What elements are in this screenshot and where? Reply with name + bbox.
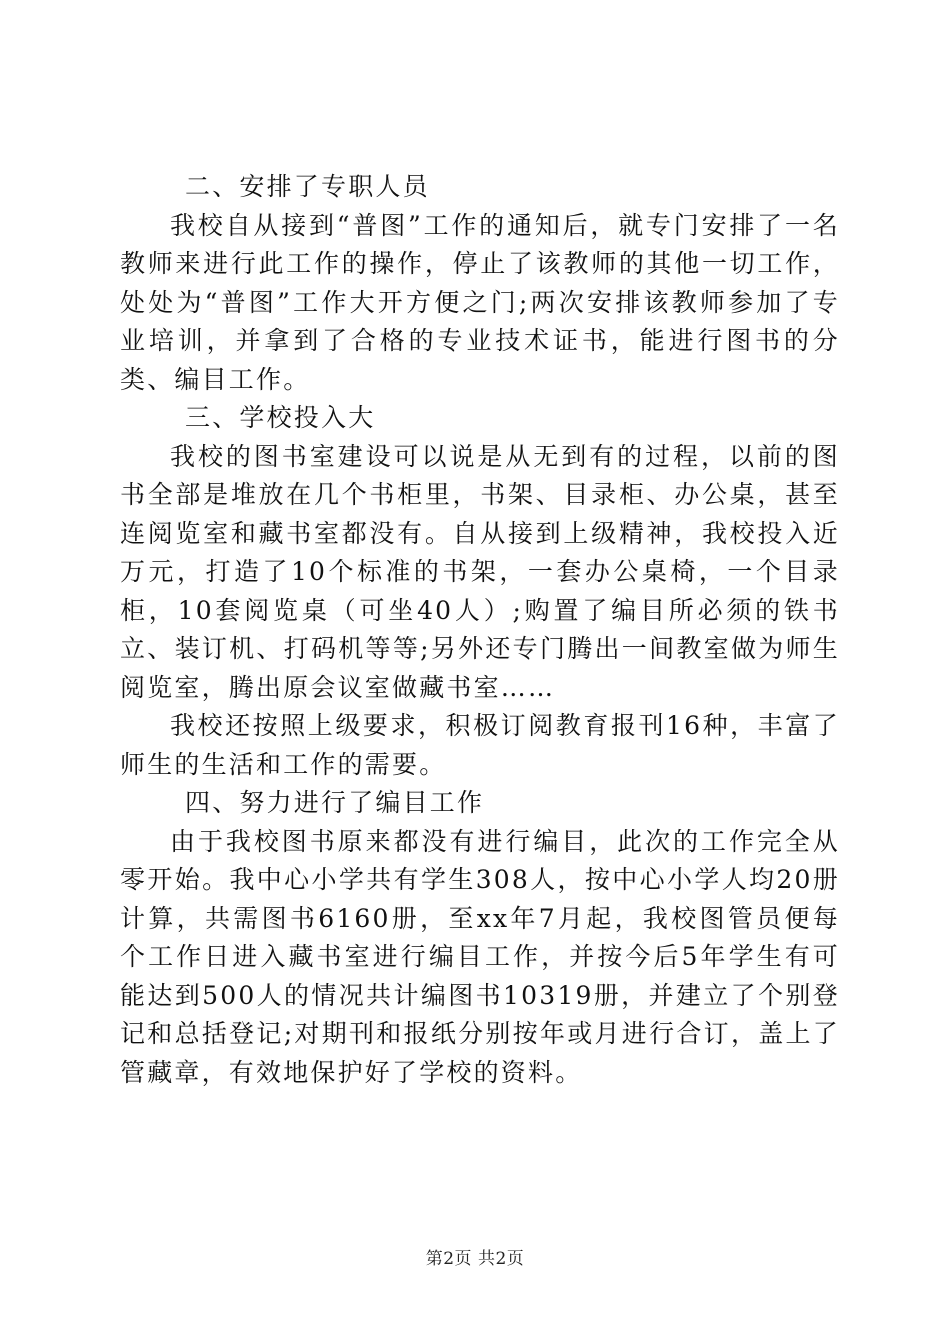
- section-heading: 四、努力进行了编目工作: [185, 788, 485, 817]
- section-heading: 三、学校投入大: [185, 403, 376, 432]
- body-paragraph: 我校还按照上级要求，积极订阅教育报刊16种，丰富了师生的生活和工作的需要。: [120, 711, 840, 779]
- body-paragraph: 我校的图书室建设可以说是从无到有的过程，以前的图书全部是堆放在几个书柜里，书架、目录柜、办公桌，甚至连阅览室和藏书室都没有。自从接到上级精神，我校投入近万元，打造了10个标准的书架，一套办公桌椅，一个目录柜，10套阅览桌（可坐40人）;购置了编目所必须的铁书立、装订机、打码机等等;另外还专门腾出一间教室做为师生阅览室，腾出原会议室做藏书室……: [120, 441, 840, 702]
- page-number-footer: 第2页 共2页: [425, 1249, 525, 1269]
- document-body: [120, 168, 840, 1092]
- section-heading: 二、安排了专职人员: [185, 172, 430, 201]
- body-paragraph: 我校自从接到“普图”工作的通知后，就专门安排了一名教师来进行此工作的操作，停止了该教师的其他一切工作，处处为“普图”工作大开方便之门;两次安排该教师参加了专业培训，并拿到了合格的专业技术证书，能进行图书的分类、编目工作。: [120, 210, 840, 394]
- body-paragraph: 由于我校图书原来都没有进行编目，此次的工作完全从零开始。我中心小学共有学生308人，按中心小学人均20册计算，共需图书6160册，至xx年7月起，我校图管员便每个工作日进入藏书室进行编目工作，并按今后5年学生有可能达到500人的情况共计编图书10319册，并建立了个别登记和总括登记;对期刊和报纸分别按年或月进行合订，盖上了管藏章，有效地保护好了学校的资料。: [120, 826, 840, 1087]
